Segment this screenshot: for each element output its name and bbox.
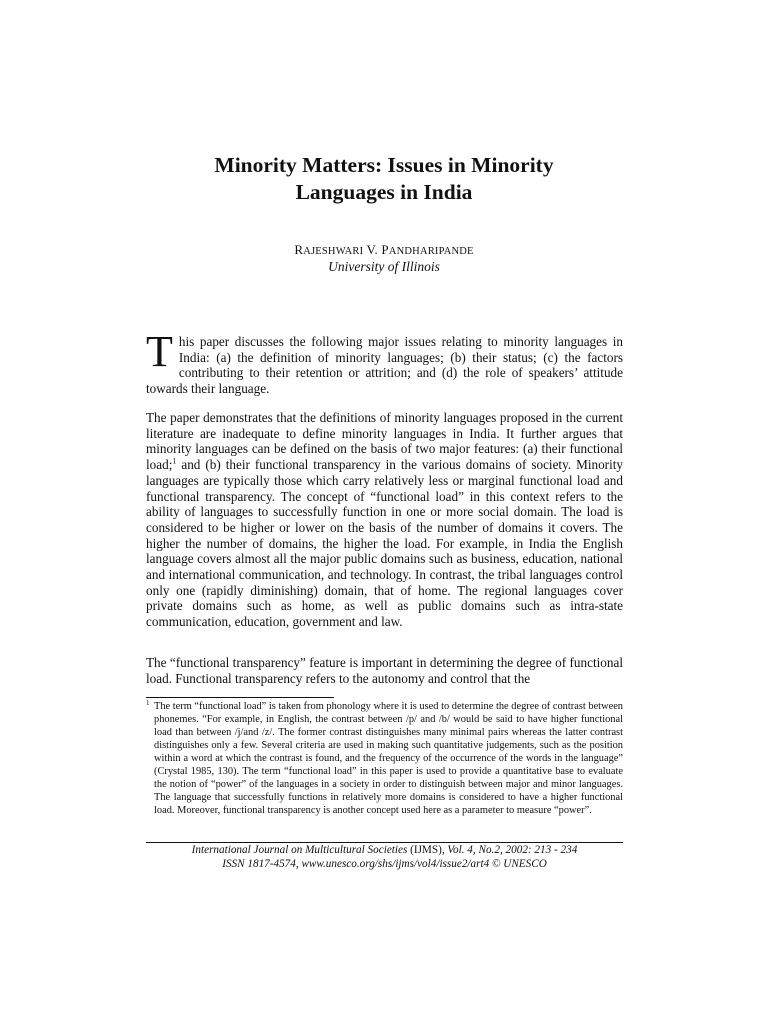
author-last-initial: P [381,242,389,257]
journal-volume: , Vol. 4, No.2, 2002: 213 - 234 [441,844,578,856]
paragraph-2-text-b: and (b) their functional transparency in the various domains of society. Minority languages are typically those which carry relatively less or marginal functional load and functional transparency. The concept of “functional load” in this context refers to the ability of languages to successfully function in one or more social domain. The load is considered to be higher or lower on the basis of the number of domains it covers. The higher the number of domains, the higher the load. For example, in India the English language covers almost all the major public domains such as business, education, national and international communication, and technology. In contrast, the tribal languages control only one (rapidly diminishing) domain, that of home. The regional languages cover private domains such as home, as well as public domains such as intra-state communication, education, government and law. [146,457,623,630]
paragraph-1-text: his paper discusses the following major issues relating to minority languages in India: (a) the definition of minority languages; (b) their status; (c) the factors contributing to their retention or attrition; and (d) the role of speakers’ attitude towards their language. [146,334,623,397]
paragraph-2-text-a: The paper demonstrates that the definitions of minority languages proposed in the current literature are inadequate to define minority languages in India. It further argues that minority languages can be defined on the basis of two major features: (a) their functional load; [146,410,623,473]
abstract-paragraph-1 [146,327,623,397]
author-first-rest: AJESHWARI [303,246,364,257]
journal-citation [146,843,623,857]
title-line-2: Languages in India [295,180,473,204]
footnote [146,700,623,817]
abstract-paragraph-3: The “functional transparency” feature is important in determining the degree of functional load. Functional transparency refers to the autonomy and control that the [146,655,623,686]
footnote-reference-link[interactable]: 1 [172,456,177,466]
footnote-divider [146,697,334,698]
author-last-rest: ANDHARIPANDE [388,246,474,257]
paper-title [120,152,648,206]
journal-name: International Journal on Multicultural Societies [191,844,408,856]
issn-line: ISSN 1817-4574, www.unesco.org/shs/ijms/vol4/issue2/art4 © UNESCO [222,858,547,870]
footnote-text: The term “functional load” is taken from phonology where it is used to determine the degree of contrast between phonemes. “For example, in English, the contrast between /p/ and /b/ would be said to have higher functional load than between /j/and /z/. The former contrast distinguishes many minimal pairs whereas the latter contrast distinguishes only a few. Several criteria are used in making such quantitative judgements, such as the position within a word at which the contrast is found, and the frequency of the occurrence of the words in the language” (Crystal 1985, 130). The term “functional load” in this paper is used to provide a quantitative base to evaluate the notion of “power” of the languages in a society in order to distinguish between major and minor languages. The language that successfully functions in relatively more domains is considered to have a higher functional load. Moreover, functional transparency is another concept used here as a parameter to measure “power”. [154,701,623,816]
author-first-initial: R [294,242,304,257]
author-middle: V. [366,242,378,257]
drop-cap: T [146,327,173,376]
journal-abbrev: (IJMS) [410,844,442,856]
title-line-1: Minority Matters: Issues in Minority [214,153,554,177]
author-affiliation: University of Illinois [328,259,440,274]
abstract-paragraph-2 [146,410,623,630]
footnote-number: 1 [146,698,150,707]
